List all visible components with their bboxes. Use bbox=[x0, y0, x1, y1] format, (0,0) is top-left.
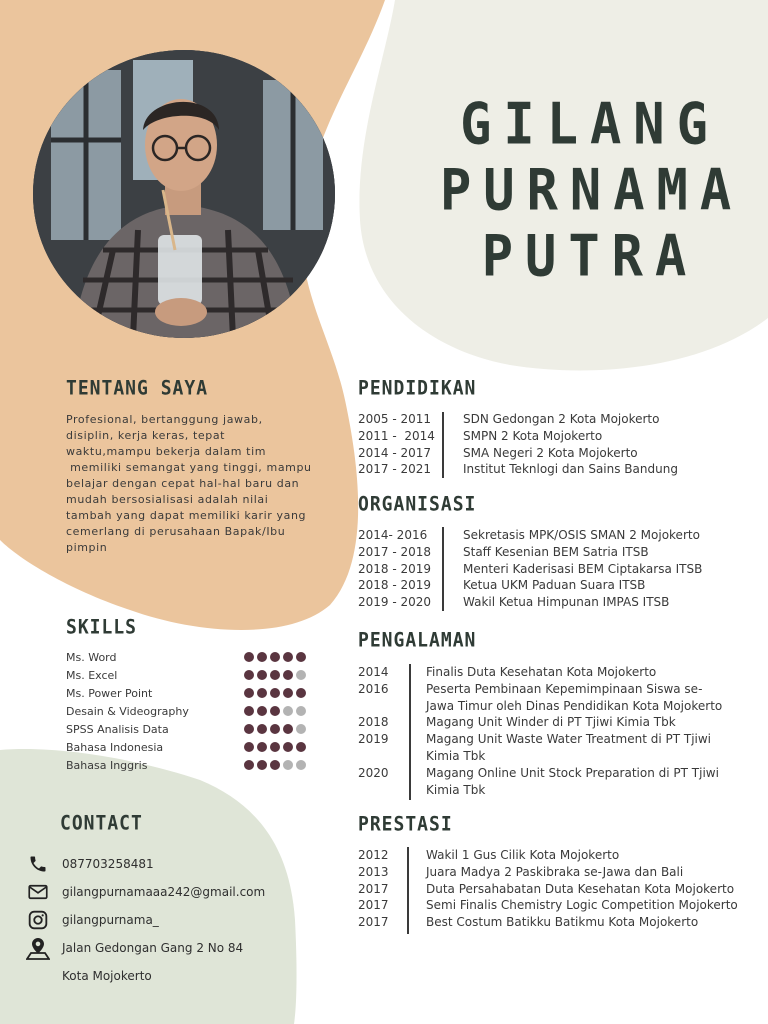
education-heading: PENDIDIKAN bbox=[358, 376, 477, 401]
achievement-item bbox=[358, 881, 738, 898]
organization-year: 2014- 2016 bbox=[358, 528, 428, 542]
skill-row bbox=[66, 756, 306, 774]
experience-item bbox=[358, 664, 722, 681]
about-line: cemerlang di perusahaan Bapak/Ibu bbox=[66, 525, 286, 538]
skill-rating bbox=[244, 706, 306, 716]
skill-row bbox=[66, 702, 306, 720]
skill-name: Bahasa Inggris bbox=[66, 758, 148, 772]
experience-year: 2016 bbox=[358, 681, 389, 696]
rating-dot-filled bbox=[257, 742, 267, 752]
education-desc: Institut Teknlogi dan Sains Bandung bbox=[463, 462, 678, 477]
rating-dot-filled bbox=[244, 688, 254, 698]
experience-desc: Magang Unit Winder di PT Tjiwi Kimia Tbk bbox=[426, 715, 676, 730]
experience-desc: Finalis Duta Kesehatan Kota Mojokerto bbox=[426, 665, 657, 679]
achievement-item bbox=[358, 847, 738, 864]
rating-dot-filled bbox=[244, 760, 254, 770]
rating-dot-filled bbox=[296, 652, 306, 662]
experience-item bbox=[358, 748, 722, 765]
rating-dot-filled bbox=[270, 760, 280, 770]
address-line-1: Jalan Gedongan Gang 2 No 84 bbox=[62, 941, 244, 955]
experience-year: 2018 bbox=[358, 715, 389, 730]
skill-row bbox=[66, 648, 306, 666]
name-line-2: PURNAMA bbox=[440, 158, 744, 224]
achievement-desc: Semi Finalis Chemistry Logic Competition Mojokerto bbox=[426, 898, 738, 913]
about-line: waktu,mampu bekerja dalam tim bbox=[66, 445, 267, 458]
skill-name: Desain & Videography bbox=[66, 704, 189, 718]
education-year: 2014 - 2017 bbox=[358, 445, 432, 460]
rating-dot-filled bbox=[257, 688, 267, 698]
skill-name: SPSS Analisis Data bbox=[66, 722, 169, 736]
organization-year: 2018 - 2019 bbox=[358, 561, 432, 576]
about-line: disiplin, kerja keras, tepat bbox=[66, 429, 226, 442]
rating-dot-empty bbox=[296, 724, 306, 734]
rating-dot-filled bbox=[257, 670, 267, 680]
rating-dot-filled bbox=[244, 724, 254, 734]
contact-email[interactable] bbox=[26, 878, 316, 906]
organization-item bbox=[358, 544, 702, 561]
skill-row bbox=[66, 738, 306, 756]
achievement-year: 2012 bbox=[358, 848, 389, 862]
experience-item bbox=[358, 714, 722, 731]
rating-dot-filled bbox=[244, 742, 254, 752]
skill-row bbox=[66, 666, 306, 684]
experience-year bbox=[358, 748, 426, 765]
rating-dot-filled bbox=[296, 742, 306, 752]
experience-desc: Kimia Tbk bbox=[426, 782, 486, 797]
organization-desc: Wakil Ketua Himpunan IMPAS ITSB bbox=[463, 595, 670, 610]
skill-name: Ms. Power Point bbox=[66, 686, 153, 700]
full-name bbox=[440, 92, 744, 290]
skill-rating bbox=[244, 724, 306, 734]
contact-instagram[interactable] bbox=[26, 906, 316, 934]
achievement-desc: Juara Madya 2 Paskibraka se-Jawa dan Bali bbox=[426, 864, 684, 879]
organization-desc: Menteri Kaderisasi BEM Ciptakarsa ITSB bbox=[463, 561, 703, 576]
about-line: belajar dengan cepat hal-hal baru dan bbox=[66, 477, 300, 490]
skill-row bbox=[66, 684, 306, 702]
experience-desc: Peserta Pembinaan Kepemimpinaan Siswa se- bbox=[426, 681, 703, 696]
experience-list bbox=[358, 664, 722, 798]
rating-dot-filled bbox=[244, 652, 254, 662]
rating-dot-filled bbox=[270, 724, 280, 734]
phone-number: 087703258481 bbox=[62, 857, 154, 871]
rating-dot-filled bbox=[257, 760, 267, 770]
rating-dot-filled bbox=[283, 652, 293, 662]
achievement-list bbox=[358, 847, 738, 931]
about-text bbox=[66, 412, 321, 556]
experience-item bbox=[358, 681, 722, 698]
about-line: Profesional, bertanggung jawab, bbox=[66, 413, 263, 426]
rating-dot-filled bbox=[283, 670, 293, 680]
rating-dot-empty bbox=[296, 670, 306, 680]
rating-dot-filled bbox=[244, 670, 254, 680]
achievement-item bbox=[358, 897, 738, 914]
achievement-year: 2013 bbox=[358, 864, 389, 879]
skill-name: Ms. Excel bbox=[66, 668, 118, 682]
organization-item bbox=[358, 577, 702, 594]
achievement-year: 2017 bbox=[358, 898, 389, 913]
mail-icon bbox=[26, 880, 50, 904]
rating-dot-filled bbox=[270, 742, 280, 752]
contact-address-2 bbox=[26, 962, 316, 990]
achievement-desc: Duta Persahabatan Duta Kesehatan Kota Mojokerto bbox=[426, 881, 735, 896]
profile-photo bbox=[33, 50, 335, 338]
organization-desc: Ketua UKM Paduan Suara ITSB bbox=[463, 578, 646, 593]
achievement-item bbox=[358, 914, 738, 931]
education-item bbox=[358, 445, 678, 462]
experience-year bbox=[358, 698, 426, 715]
experience-desc: Kimia Tbk bbox=[426, 748, 486, 763]
email-address: gilangpurnamaaa242@gmail.com bbox=[62, 885, 266, 899]
organization-desc: Staff Kesenian BEM Satria ITSB bbox=[463, 544, 649, 559]
education-year: 2017 - 2021 bbox=[358, 462, 432, 477]
organization-year: 2019 - 2020 bbox=[358, 595, 432, 610]
experience-item bbox=[358, 731, 722, 748]
skill-rating bbox=[244, 670, 306, 680]
skills-heading: SKILLS bbox=[66, 615, 138, 640]
organization-heading: ORGANISASI bbox=[358, 492, 477, 517]
organization-year: 2018 - 2019 bbox=[358, 578, 432, 593]
rating-dot-filled bbox=[257, 652, 267, 662]
address-line-2: Kota Mojokerto bbox=[62, 969, 152, 983]
organization-desc: Sekretasis MPK/OSIS SMAN 2 Mojokerto bbox=[463, 528, 700, 542]
skill-row bbox=[66, 720, 306, 738]
experience-desc: Magang Unit Waste Water Treatment di PT Tjiwi bbox=[426, 732, 712, 747]
achievement-year: 2017 bbox=[358, 915, 389, 930]
organization-year: 2017 - 2018 bbox=[358, 544, 432, 559]
education-item bbox=[358, 411, 678, 428]
skill-rating bbox=[244, 760, 306, 770]
rating-dot-filled bbox=[270, 706, 280, 716]
experience-item bbox=[358, 698, 722, 715]
contact-phone[interactable] bbox=[26, 850, 316, 878]
map-pin-icon bbox=[26, 936, 50, 960]
achievement-year: 2017 bbox=[358, 881, 389, 896]
contact-heading: CONTACT bbox=[60, 811, 143, 836]
education-year: 2005 - 2011 bbox=[358, 412, 432, 426]
achievement-item bbox=[358, 864, 738, 881]
about-line: memiliki semangat yang tinggi, mampu bbox=[66, 461, 312, 474]
name-line-1: GILANG bbox=[460, 92, 720, 158]
rating-dot-filled bbox=[283, 742, 293, 752]
name-line-3: PUTRA bbox=[481, 224, 699, 290]
organization-item bbox=[358, 561, 702, 578]
organization-item bbox=[358, 594, 702, 611]
education-desc: SDN Gedongan 2 Kota Mojokerto bbox=[463, 412, 660, 426]
skill-rating bbox=[244, 652, 306, 662]
rating-dot-filled bbox=[270, 670, 280, 680]
education-item bbox=[358, 461, 678, 478]
education-item bbox=[358, 428, 678, 445]
rating-dot-filled bbox=[257, 706, 267, 716]
education-list bbox=[358, 411, 678, 478]
experience-desc: Jawa Timur oleh Dinas Pendidikan Kota Mojokerto bbox=[426, 698, 723, 713]
achievement-heading: PRESTASI bbox=[358, 812, 453, 837]
instagram-icon bbox=[26, 908, 50, 932]
rating-dot-filled bbox=[270, 652, 280, 662]
experience-desc: Magang Online Unit Stock Preparation di PT Tjiwi bbox=[426, 765, 719, 780]
education-year: 2011 - 2014 bbox=[358, 428, 435, 443]
skill-rating bbox=[244, 742, 306, 752]
education-desc: SMA Negeri 2 Kota Mojokerto bbox=[463, 445, 638, 460]
rating-dot-filled bbox=[283, 688, 293, 698]
organization-item bbox=[358, 527, 702, 544]
experience-heading: PENGALAMAN bbox=[358, 628, 477, 653]
skill-rating bbox=[244, 688, 306, 698]
about-line: mudah bersosialisasi adalah nilai bbox=[66, 493, 269, 506]
experience-year: 2019 bbox=[358, 732, 389, 747]
about-line: pimpin bbox=[66, 541, 108, 554]
experience-year: 2014 bbox=[358, 665, 389, 679]
rating-dot-filled bbox=[244, 706, 254, 716]
skills-list bbox=[66, 648, 306, 774]
experience-year: 2020 bbox=[358, 765, 389, 780]
experience-year bbox=[358, 782, 426, 799]
instagram-handle: gilangpurnama_ bbox=[62, 913, 159, 927]
organization-list bbox=[358, 527, 702, 611]
education-desc: SMPN 2 Kota Mojokerto bbox=[463, 428, 603, 443]
rating-dot-filled bbox=[296, 688, 306, 698]
rating-dot-empty bbox=[283, 706, 293, 716]
rating-dot-filled bbox=[257, 724, 267, 734]
contact-address bbox=[26, 934, 316, 962]
rating-dot-filled bbox=[270, 688, 280, 698]
about-heading: TENTANG SAYA bbox=[66, 376, 209, 401]
achievement-desc: Wakil 1 Gus Cilik Kota Mojokerto bbox=[426, 848, 620, 862]
contact-list bbox=[26, 850, 316, 990]
experience-item bbox=[358, 782, 722, 799]
about-line: tambah yang dapat memiliki karir yang bbox=[66, 509, 307, 522]
rating-dot-filled bbox=[283, 724, 293, 734]
rating-dot-empty bbox=[296, 760, 306, 770]
phone-icon bbox=[26, 852, 50, 876]
skill-name: Ms. Word bbox=[66, 650, 117, 664]
skill-name: Bahasa Indonesia bbox=[66, 740, 164, 754]
experience-item bbox=[358, 765, 722, 782]
achievement-desc: Best Costum Batikku Batikmu Kota Mojokerto bbox=[426, 915, 699, 930]
rating-dot-empty bbox=[296, 706, 306, 716]
rating-dot-empty bbox=[283, 760, 293, 770]
